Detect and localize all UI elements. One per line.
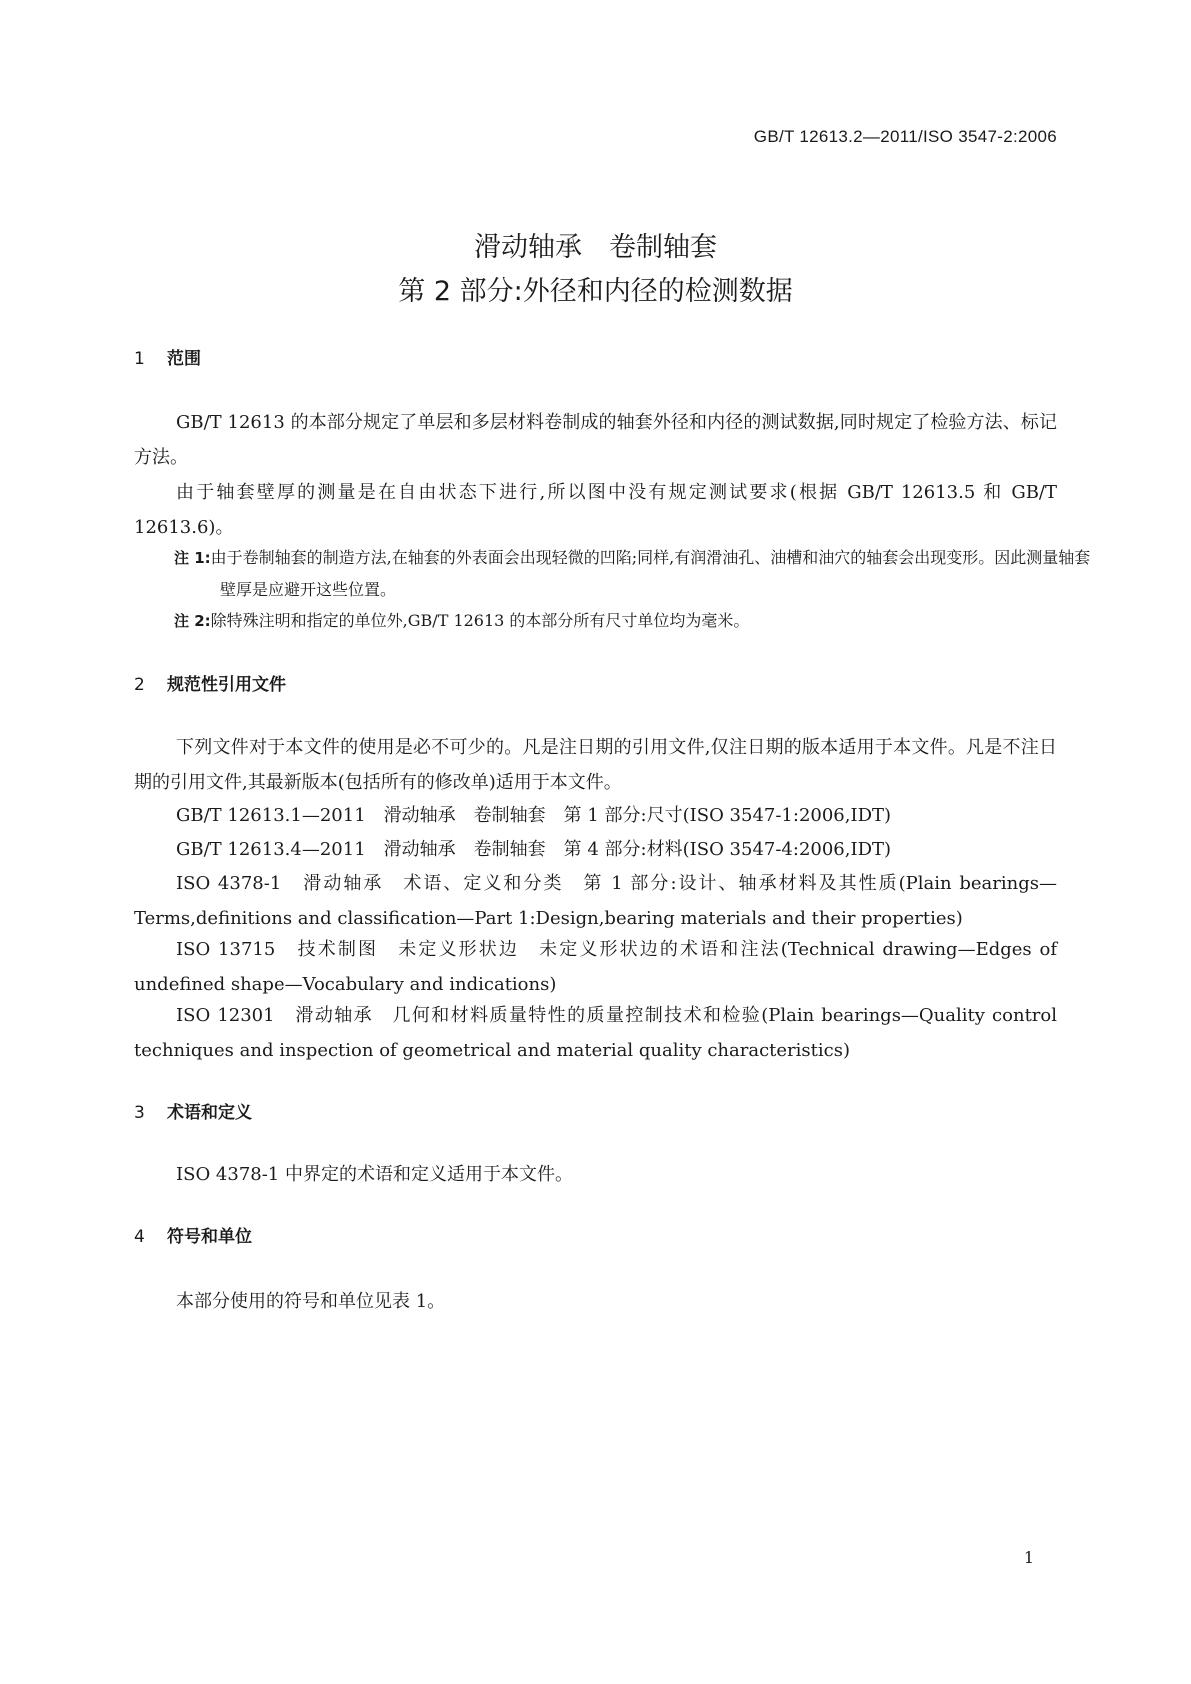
note-tag: 注 1: xyxy=(174,549,211,567)
reference-item: ISO 4378-1 滑动轴承 术语、定义和分类 第 1 部分:设计、轴承材料及其性质(Plain bearings—Terms,definitions and classification—Part 1:Design,bearing materials and their properties) xyxy=(134,873,1057,929)
section-title: 范围 xyxy=(167,349,201,369)
section-heading-normative-refs xyxy=(134,673,286,697)
page-title xyxy=(0,226,1191,314)
reference-item: ISO 12301 滑动轴承 几何和材料质量特性的质量控制技术和检验(Plain bearings—Quality control techniques and inspection of geometrical and material quality characteristics) xyxy=(134,1005,1057,1061)
section-heading-symbols xyxy=(134,1225,252,1249)
scope-paragraph-2: 由于轴套壁厚的测量是在自由状态下进行,所以图中没有规定测试要求(根据 GB/T 12613.5 和 GB/T 12613.6)。 xyxy=(134,482,1057,538)
title-line-1: 滑动轴承 卷制轴套 xyxy=(474,232,717,263)
section-title: 规范性引用文件 xyxy=(167,675,286,695)
page-number: 1 xyxy=(1023,1548,1034,1567)
section-title: 术语和定义 xyxy=(167,1103,252,1123)
reference-item: ISO 13715 技术制图 未定义形状边 未定义形状边的术语和注法(Technical drawing—Edges of undefined shape—Vocabulary and indications) xyxy=(134,939,1057,995)
note-text: 由于卷制轴套的制造方法,在轴套的外表面会出现轻微的凹陷;同样,有润滑油孔、油槽和油穴的轴套会出现变形。因此测量轴套壁厚是应避开这些位置。 xyxy=(210,548,1091,599)
section-heading-terms xyxy=(134,1101,252,1125)
section-number: 3 xyxy=(134,1103,145,1123)
standard-code: GB/T 12613.2—2011/ISO 3547-2:2006 xyxy=(753,127,1057,146)
normative-refs-intro: 下列文件对于本文件的使用是必不可少的。凡是注日期的引用文件,仅注日期的版本适用于本文件。凡是不注日期的引用文件,其最新版本(包括所有的修改单)适用于本文件。 xyxy=(134,737,1057,793)
symbols-paragraph: 本部分使用的符号和单位见表 1。 xyxy=(176,1291,446,1312)
section-number: 1 xyxy=(134,349,145,369)
note-tag: 注 2: xyxy=(174,612,211,630)
reference-item: GB/T 12613.1—2011 滑动轴承 卷制轴套 第 1 部分:尺寸(ISO 3547-1:2006,IDT) xyxy=(176,805,892,826)
section-number: 2 xyxy=(134,675,145,695)
reference-item: GB/T 12613.4—2011 滑动轴承 卷制轴套 第 4 部分:材料(ISO 3547-4:2006,IDT) xyxy=(176,839,892,860)
note-text: 除特殊注明和指定的单位外,GB/T 12613 的本部分所有尺寸单位均为毫米。 xyxy=(210,611,750,630)
note-1 xyxy=(174,542,1103,606)
scope-paragraph-1: GB/T 12613 的本部分规定了单层和多层材料卷制成的轴套外径和内径的测试数据,同时规定了检验方法、标记方法。 xyxy=(134,412,1057,468)
note-2 xyxy=(174,605,1103,637)
section-heading-scope xyxy=(134,347,201,371)
section-title: 符号和单位 xyxy=(167,1227,252,1247)
title-line-2: 第 2 部分:外径和内径的检测数据 xyxy=(398,276,793,307)
section-number: 4 xyxy=(134,1227,145,1247)
terms-paragraph: ISO 4378-1 中界定的术语和定义适用于本文件。 xyxy=(176,1164,573,1185)
